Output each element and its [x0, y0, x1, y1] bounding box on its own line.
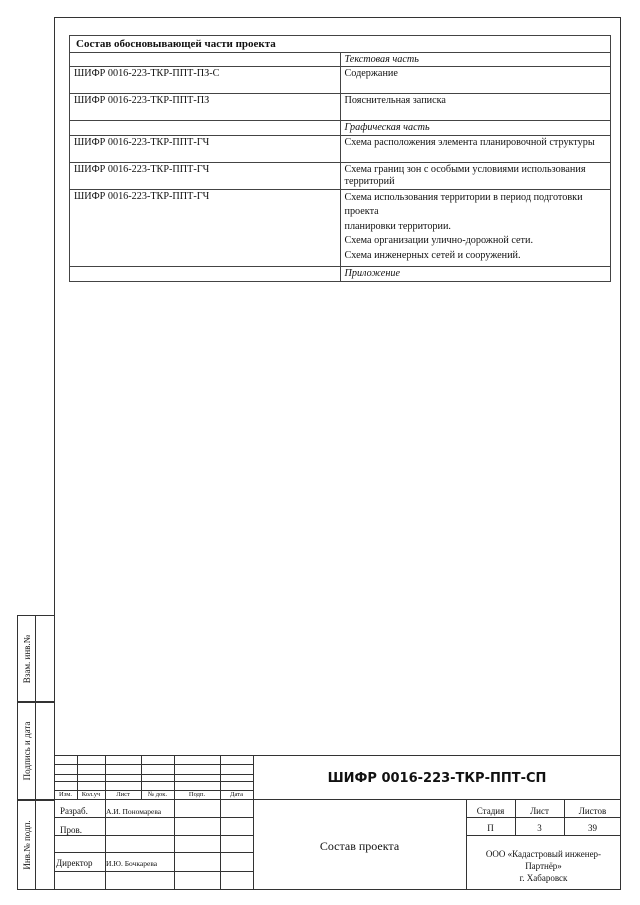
- name-razrab: А.И. Пономарева: [106, 807, 162, 816]
- section-label-appendix: Приложение: [340, 267, 611, 282]
- col-kol: Кол.уч: [81, 791, 101, 798]
- table-row: [70, 162, 611, 189]
- doc-title: Содержание: [340, 67, 611, 94]
- document-name: Состав проекта: [319, 839, 400, 853]
- composition-table: [69, 35, 611, 282]
- col-list: Лист: [116, 791, 130, 798]
- col-podp: Подп.: [188, 791, 206, 798]
- org-line-3: г. Хабаровск: [519, 873, 568, 883]
- sheet-value: 3: [537, 823, 542, 833]
- doc-code: ШИФР 0016-223-ТКР-ППТ-ГЧ: [70, 162, 341, 189]
- role-director: Директор: [56, 858, 93, 868]
- sheet-label: Лист: [530, 806, 549, 816]
- doc-code: ШИФР 0016-223-ТКР-ППТ-ГЧ: [70, 189, 341, 267]
- side-label-vzam: Взам. инв.№: [21, 634, 32, 683]
- table-row: [70, 135, 611, 162]
- section-row: [70, 52, 611, 67]
- doc-title-line: Схема организации улично-дорожной сети.: [344, 235, 533, 246]
- document-code: ШИФР 0016-223-ТКР-ППТ-СП: [327, 771, 547, 786]
- doc-title: Схема границ зон с особыми условиями использования территорий: [340, 162, 611, 189]
- table-row: [70, 94, 611, 121]
- doc-title: Пояснительная записка: [340, 94, 611, 121]
- section-row: [70, 121, 611, 136]
- col-izm: Изм.: [59, 791, 72, 798]
- table-row: [70, 67, 611, 94]
- side-label-podpis: Подпись и дата: [21, 721, 32, 781]
- side-stamp-inv: [17, 800, 55, 890]
- role-prov: Пров.: [60, 825, 82, 835]
- doc-code: ШИФР 0016-223-ТКР-ППТ-ГЧ: [70, 135, 341, 162]
- table-title-row: [70, 36, 611, 53]
- doc-title: Схема расположения элемента планировочной структуры: [340, 135, 611, 162]
- stage-value: П: [487, 823, 494, 833]
- section-label-graphics: Графическая часть: [340, 121, 611, 136]
- doc-title-line: Схема использования территории в период подготовки проекта: [344, 191, 583, 217]
- doc-code: ШИФР 0016-223-ТКР-ППТ-ПЗ-С: [70, 67, 341, 94]
- role-razrab: Разраб.: [60, 806, 88, 816]
- col-date: Дата: [230, 791, 243, 798]
- section-label-text: Текстовая часть: [340, 52, 611, 67]
- col-doc: № док.: [147, 791, 168, 798]
- sheets-value: 39: [588, 823, 597, 833]
- title-block: [54, 755, 621, 890]
- org-line-1: ООО «Кадастровый инженер-: [485, 849, 602, 859]
- name-director: И.Ю. Бочкарева: [106, 859, 158, 868]
- stage-label: Стадия: [476, 806, 505, 816]
- doc-title-multiline: [340, 189, 611, 267]
- section-row: [70, 267, 611, 282]
- side-label-inv: Инв.№ подп.: [21, 820, 32, 870]
- org-line-2: Партнёр»: [525, 861, 562, 871]
- table-title: Состав обосновывающей части проекта: [70, 36, 611, 53]
- table-row: [70, 189, 611, 267]
- doc-title-line: Схема инженерных сетей и сооружений.: [344, 249, 521, 261]
- sheets-label: Листов: [578, 806, 607, 816]
- doc-code: ШИФР 0016-223-ТКР-ППТ-ПЗ: [70, 94, 341, 121]
- doc-title-line: планировки территории.: [344, 220, 451, 232]
- side-stamp-vzam: [17, 615, 55, 702]
- side-stamp-podpis: [17, 702, 55, 800]
